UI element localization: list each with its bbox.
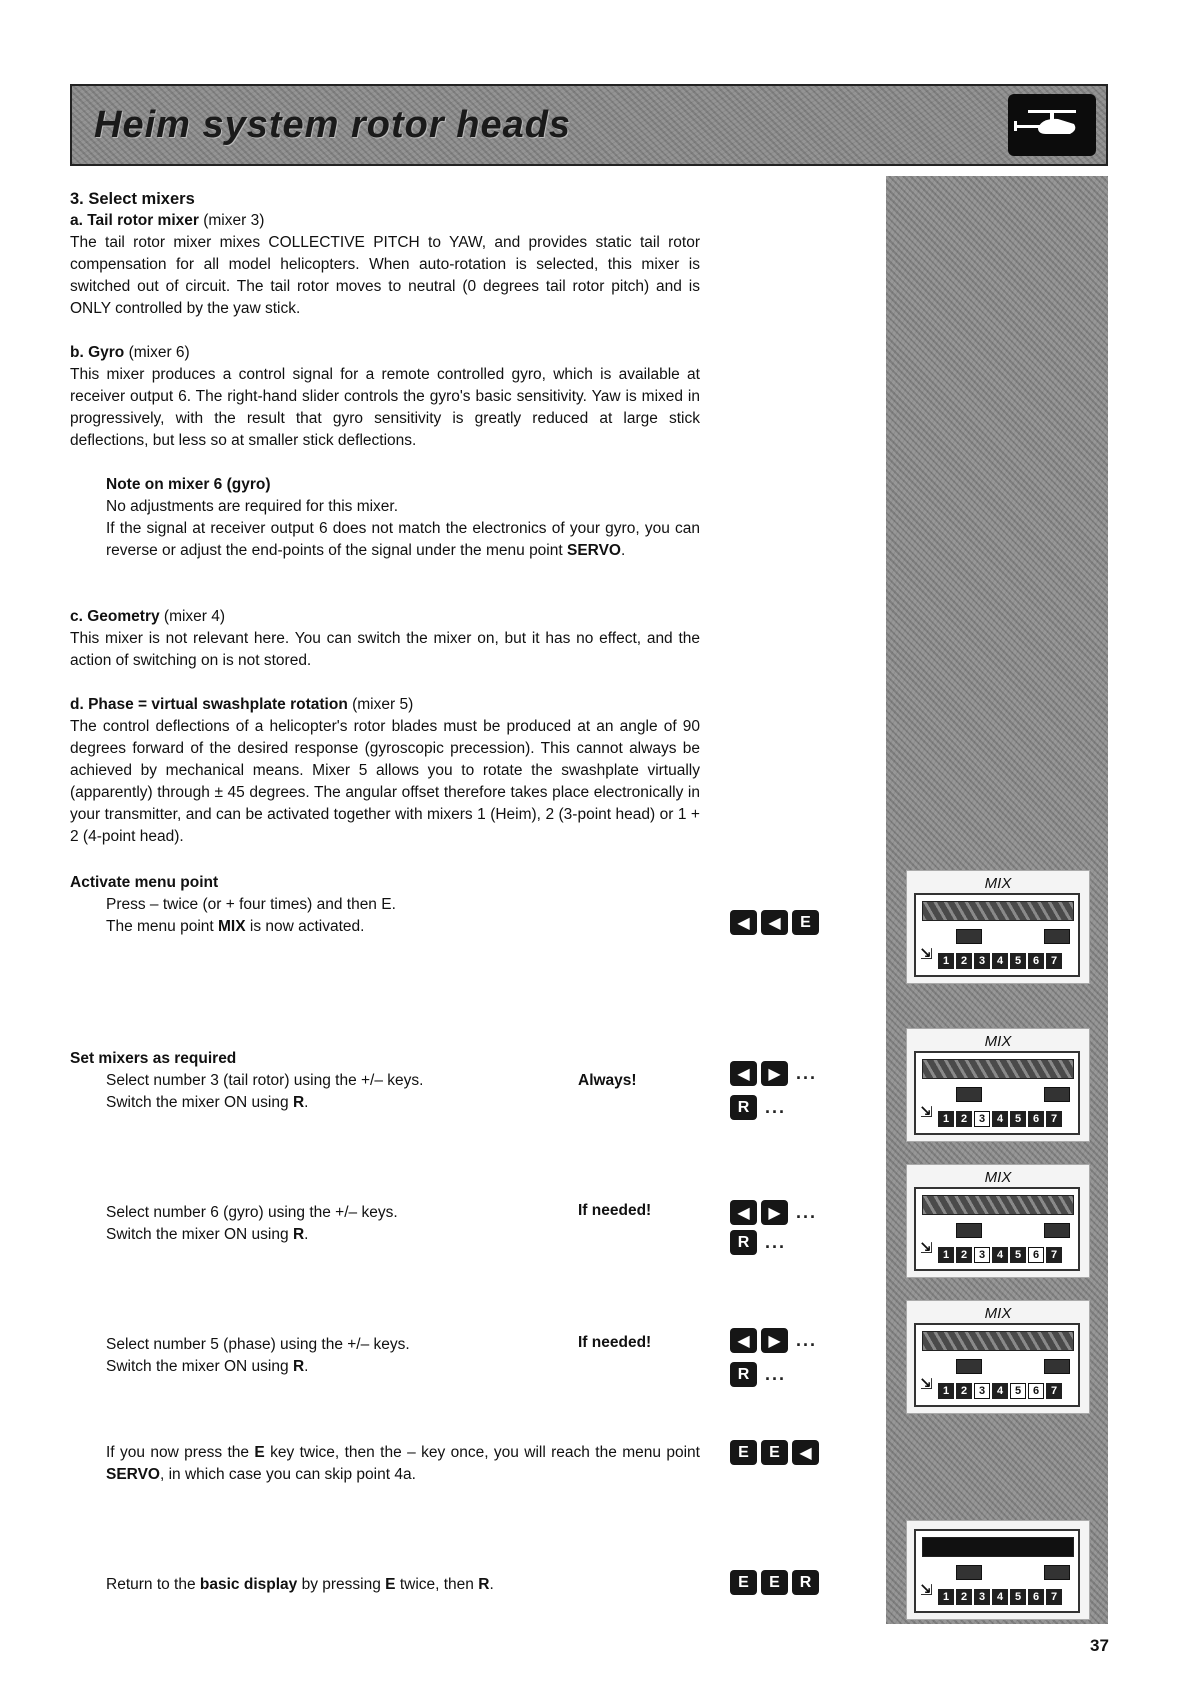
minus-key-icon: ◀: [730, 910, 757, 935]
note-line2-end: .: [620, 542, 626, 559]
ellipsis: ...: [796, 1063, 818, 1083]
plus-key-icon: ▶: [761, 1061, 788, 1086]
activate-line2-end: is now activated.: [245, 918, 365, 935]
return-pre: Return to the: [106, 1576, 200, 1593]
lcd-display-mix: [906, 870, 1090, 984]
e-key-icon: E: [761, 1440, 788, 1465]
lcd-digit: 6: [1028, 1589, 1044, 1605]
page-number: 37: [1090, 1636, 1109, 1655]
lcd-digit: 2: [956, 1589, 972, 1605]
lcd-label: MIX: [984, 1169, 1012, 1186]
lcd-display-mix: [906, 1164, 1090, 1278]
lcd-digit: 4: [992, 1247, 1008, 1263]
lcd-digit: 3: [974, 1111, 990, 1127]
section-c-suffix: (mixer 4): [159, 608, 226, 625]
set-heading: Set mixers as required: [70, 1050, 237, 1067]
lcd-digit: 2: [956, 1111, 972, 1127]
section-title: 3. Select mixers: [70, 190, 195, 208]
lcd-digit: 7: [1046, 1589, 1062, 1605]
servo-note-servo: SERVO: [106, 1466, 160, 1483]
section-a: [70, 210, 700, 320]
section-d-body: The control deflections of a helicopter's rotor blades must be produced at an angle of 90 degrees forward of the desired response (gyroscopic precession). This cannot always be achieved by mechanical means. Mixer 5 allows you to rotate the swashplate virtually (apparently) through ± 45 degrees. The angular offset therefore takes place electronically in your transmitter, and can be activated together with mixers 1 (Heim), 2 (3-point head) or 1 + 2 (4-point head).: [70, 718, 700, 845]
section-c-heading: c. Geometry: [70, 608, 160, 625]
helicopter-icon: [1008, 94, 1096, 156]
plus-key-icon: ▶: [761, 1200, 788, 1225]
lcd-indicator: [1044, 1223, 1070, 1238]
lcd-digit: 4: [992, 953, 1008, 969]
activate-text: [106, 894, 606, 938]
lcd-digits: [938, 953, 1062, 969]
ellipsis: ...: [765, 1097, 787, 1117]
lcd-indicator: [956, 929, 982, 944]
minus-key-icon: ◀: [730, 1200, 757, 1225]
lcd-indicator: [956, 1087, 982, 1102]
lcd-digit: 6: [1028, 953, 1044, 969]
return-r: R: [478, 1576, 490, 1593]
header-banner: [70, 84, 1108, 166]
step1-line2-end: .: [304, 1094, 309, 1111]
lcd-digit: 4: [992, 1383, 1008, 1399]
step1-text: [106, 1070, 576, 1114]
section-d-suffix: (mixer 5): [347, 696, 414, 713]
activate-mix: MIX: [218, 918, 246, 935]
minus-key-icon: ◀: [730, 1061, 757, 1086]
step3-keys-row1: [730, 1328, 817, 1353]
lcd-bar: [922, 1331, 1074, 1351]
note-servo: SERVO: [566, 542, 621, 559]
activate-line2-text: The menu point: [106, 918, 219, 935]
step3-line2-text: Switch the mixer ON using: [106, 1358, 293, 1375]
note-line2-text: If the signal at receiver output 6 does not match the electronics of your gyro, you can reverse or adjust the end-points of the signal under the menu point: [106, 520, 700, 559]
r-key-icon: R: [730, 1230, 757, 1255]
lcd-display-mix: [906, 1300, 1090, 1414]
stick-icon: ⇲: [920, 1582, 933, 1599]
lcd-bar: [922, 1537, 1074, 1557]
lcd-digit: 1: [938, 1111, 954, 1127]
section-d-heading: d. Phase = virtual swashplate rotation: [70, 696, 348, 713]
lcd-label: MIX: [984, 875, 1012, 892]
lcd-digit: 4: [992, 1111, 1008, 1127]
lcd-indicator: [1044, 1565, 1070, 1580]
lcd-screen: [914, 1187, 1080, 1271]
section-a-heading: a. Tail rotor mixer: [70, 212, 199, 229]
note-heading: Note on mixer 6 (gyro): [106, 476, 271, 493]
step3-keys-row2: [730, 1362, 786, 1387]
lcd-digit: 4: [992, 1589, 1008, 1605]
step2-line1: Select number 6 (gyro) using the +/– keys.: [106, 1204, 398, 1221]
step2-line2-text: Switch the mixer ON using: [106, 1226, 293, 1243]
lcd-digit: 3: [974, 1589, 990, 1605]
lcd-digit: 2: [956, 953, 972, 969]
lcd-digit: 3: [974, 953, 990, 969]
step1-line2-text: Switch the mixer ON using: [106, 1094, 293, 1111]
servo-note: [106, 1442, 700, 1486]
lcd-digits: [938, 1589, 1062, 1605]
activate-heading: Activate menu point: [70, 874, 219, 891]
step3-r: R: [292, 1358, 305, 1375]
lcd-digit: 2: [956, 1383, 972, 1399]
step3-note: If needed!: [578, 1334, 652, 1351]
lcd-bar: [922, 1059, 1074, 1079]
activate-line1: Press – twice (or + four times) and then E.: [106, 896, 396, 913]
step2-line2-end: .: [304, 1226, 309, 1243]
lcd-digit: 1: [938, 1589, 954, 1605]
e-key-icon: E: [730, 1440, 757, 1465]
step1-line1: Select number 3 (tail rotor) using the +/– keys.: [106, 1072, 424, 1089]
lcd-digit: 6: [1028, 1111, 1044, 1127]
lcd-digit: 5: [1010, 953, 1026, 969]
section-d: [70, 694, 700, 848]
ellipsis: ...: [796, 1330, 818, 1350]
lcd-indicator: [1044, 929, 1070, 944]
lcd-digits: [938, 1383, 1062, 1399]
step2-r: R: [292, 1226, 305, 1243]
note-block: [106, 474, 700, 562]
r-key-icon: R: [730, 1362, 757, 1387]
lcd-screen: [914, 1323, 1080, 1407]
ellipsis: ...: [765, 1232, 787, 1252]
lcd-digit: 3: [974, 1247, 990, 1263]
lcd-indicator: [956, 1565, 982, 1580]
return-keys: [730, 1570, 819, 1595]
step2-note: If needed!: [578, 1202, 652, 1219]
return-post: .: [489, 1576, 494, 1593]
section-b-suffix: (mixer 6): [124, 344, 190, 361]
step1-note: Always!: [578, 1072, 637, 1089]
r-key-icon: R: [730, 1095, 757, 1120]
step2-text: [106, 1202, 576, 1246]
lcd-digit: 6: [1028, 1247, 1044, 1263]
stick-icon: ⇲: [920, 946, 933, 963]
e-key-icon: E: [730, 1570, 757, 1595]
step1-keys-row1: [730, 1061, 817, 1086]
note-line1: No adjustments are required for this mixer.: [106, 498, 399, 515]
plus-key-icon: ▶: [761, 1328, 788, 1353]
page-title: Heim system rotor heads: [94, 104, 572, 146]
lcd-screen: [914, 1051, 1080, 1135]
lcd-indicator: [1044, 1359, 1070, 1374]
lcd-label: MIX: [984, 1033, 1012, 1050]
section-b: [70, 342, 700, 452]
return-e: E: [385, 1576, 396, 1593]
step3-line1: Select number 5 (phase) using the +/– keys.: [106, 1336, 410, 1353]
lcd-digit: 5: [1010, 1111, 1026, 1127]
return-basic-display: basic display: [199, 1576, 298, 1593]
return-mid2: twice, then: [395, 1576, 479, 1593]
minus-key-icon: ◀: [761, 910, 788, 935]
lcd-digit: 5: [1010, 1247, 1026, 1263]
lcd-screen: [914, 893, 1080, 977]
servo-note-pre: If you now press the: [106, 1444, 255, 1461]
lcd-bar: [922, 1195, 1074, 1215]
step1-keys-row2: [730, 1095, 786, 1120]
lcd-display-basic: [906, 1520, 1090, 1620]
lcd-digit: 2: [956, 1247, 972, 1263]
lcd-digit: 5: [1010, 1589, 1026, 1605]
lcd-digit: 5: [1010, 1383, 1026, 1399]
ellipsis: ...: [765, 1364, 787, 1384]
stick-icon: ⇲: [920, 1376, 933, 1393]
lcd-digits: [938, 1247, 1062, 1263]
step2-keys-row2: [730, 1230, 786, 1255]
section-c: [70, 606, 700, 672]
lcd-digit: 7: [1046, 1383, 1062, 1399]
lcd-indicator: [1044, 1087, 1070, 1102]
r-key-icon: R: [792, 1570, 819, 1595]
lcd-digit: 6: [1028, 1383, 1044, 1399]
section-a-suffix: (mixer 3): [198, 212, 265, 229]
stick-icon: ⇲: [920, 1104, 933, 1121]
section-b-body: This mixer produces a control signal for a remote controlled gyro, which is available at receiver output 6. The right-hand slider controls the gyro's basic sensitivity. Yaw is mixed in progressively, with the result that gyro sensitivity is greatly reduced at large stick deflections, but less so at smaller stick deflections.: [70, 366, 700, 449]
servo-note-mid: key twice, then the – key once, you will reach the menu point: [264, 1444, 700, 1461]
e-key-icon: E: [761, 1570, 788, 1595]
lcd-digit: 1: [938, 1247, 954, 1263]
step1-r: R: [292, 1094, 305, 1111]
section-a-body: The tail rotor mixer mixes COLLECTIVE PITCH to YAW, and provides static tail rotor compensation for all model helicopters. When auto-rotation is selected, this mixer is switched out of circuit. The tail rotor moves to neutral (0 degrees tail rotor pitch) and is ONLY controlled by the yaw stick.: [70, 234, 700, 317]
lcd-digit: 3: [974, 1383, 990, 1399]
e-key-icon: E: [792, 910, 819, 935]
step2-keys-row1: [730, 1200, 817, 1225]
lcd-digit: 1: [938, 953, 954, 969]
servo-note-post: , in which case you can skip point 4a.: [160, 1466, 416, 1483]
lcd-digit: 7: [1046, 1111, 1062, 1127]
lcd-digit: 7: [1046, 1247, 1062, 1263]
lcd-display-mix: [906, 1028, 1090, 1142]
lcd-label: MIX: [984, 1305, 1012, 1322]
minus-key-icon: ◀: [792, 1440, 819, 1465]
step3-text: [106, 1334, 576, 1378]
lcd-bar: [922, 901, 1074, 921]
servo-keys: [730, 1440, 819, 1465]
section-c-body: This mixer is not relevant here. You can switch the mixer on, but it has no effect, and the action of switching on is not stored.: [70, 630, 700, 669]
lcd-digit: 1: [938, 1383, 954, 1399]
lcd-screen: [914, 1529, 1080, 1613]
minus-key-icon: ◀: [730, 1328, 757, 1353]
lcd-indicator: [956, 1359, 982, 1374]
servo-note-e: E: [254, 1444, 265, 1461]
ellipsis: ...: [796, 1202, 818, 1222]
lcd-digit: 7: [1046, 953, 1062, 969]
section-b-heading: b. Gyro: [70, 344, 125, 361]
return-text: [106, 1574, 700, 1596]
lcd-indicator: [956, 1223, 982, 1238]
return-mid: by pressing: [297, 1576, 386, 1593]
activate-keys: [730, 910, 819, 935]
lcd-digits: [938, 1111, 1062, 1127]
step3-line2-end: .: [304, 1358, 309, 1375]
stick-icon: ⇲: [920, 1240, 933, 1257]
